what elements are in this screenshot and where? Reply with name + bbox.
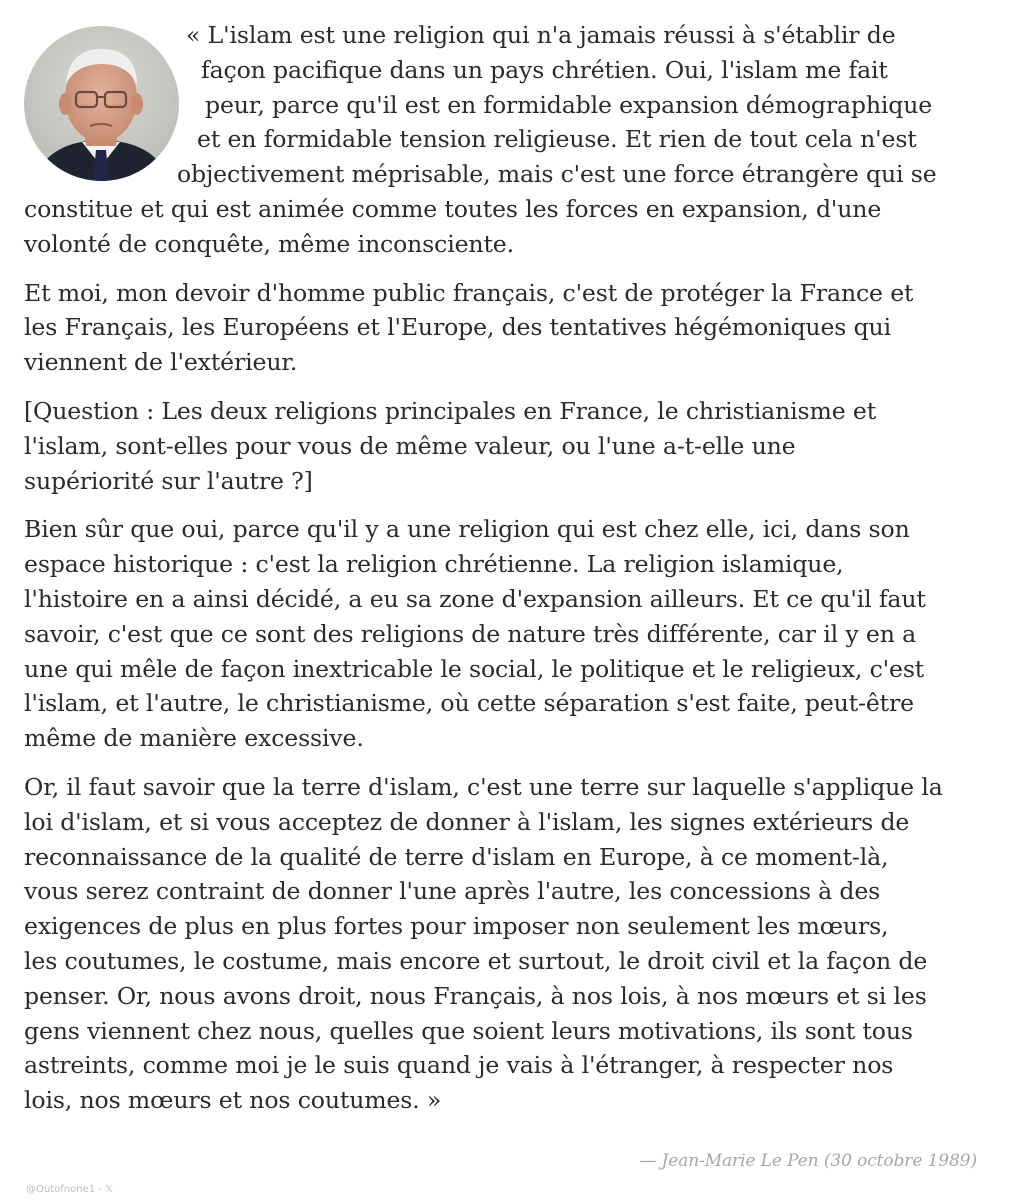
quote-line: même de manière excessive. <box>24 724 364 753</box>
quote-attribution: — Jean-Marie Le Pen (30 octobre 1989) <box>639 1151 977 1171</box>
question-line: l'islam, sont-elles pour vous de même valeur, ou l'une a-t-elle une <box>24 431 796 460</box>
quote-line: les Français, les Européens et l'Europe, des tentatives hégémoniques qui <box>24 313 891 342</box>
quote-line: espace historique : c'est la religion chrétienne. La religion islamique, <box>24 550 844 579</box>
quote-paragraph-4 <box>24 512 999 756</box>
quote-line: gens viennent chez nous, quelles que soient leurs motivations, ils sont tous <box>24 1016 913 1045</box>
quote-line: peur, parce qu'il est en formidable expansion démographique <box>205 90 933 119</box>
quote-line: exigences de plus en plus fortes pour imposer non seulement les mœurs, <box>24 912 889 941</box>
question-paragraph <box>24 394 999 498</box>
quote-line: penser. Or, nous avons droit, nous Français, à nos lois, à nos mœurs et si les <box>24 981 927 1010</box>
quote-line: objectivement méprisable, mais c'est une force étrangère qui se <box>177 160 937 189</box>
quote-line: vous serez contraint de donner l'une après l'autre, les concessions à des <box>24 877 881 906</box>
quote-line: « L'islam est une religion qui n'a jamais réussi à s'établir de <box>186 21 896 49</box>
quote-line: l'islam, et l'autre, le christianisme, où cette séparation s'est faite, peut-être <box>24 689 914 718</box>
quote-line: loi d'islam, et si vous acceptez de donner à l'islam, les signes extérieurs de <box>24 807 910 836</box>
quote-line: et en formidable tension religieuse. Et rien de tout cela n'est <box>197 125 917 154</box>
quote-line: Bien sûr que oui, parce qu'il y a une religion qui est chez elle, ici, dans son <box>24 515 910 544</box>
question-line: [Question : Les deux religions principales en France, le christianisme et <box>24 396 877 425</box>
quote-line: façon pacifique dans un pays chrétien. Oui, l'islam me fait <box>201 55 888 84</box>
watermark: @Outofnone1 - 𝕏 <box>26 1184 114 1195</box>
quote-line: astreints, comme moi je le suis quand je vais à l'étranger, à respecter nos <box>24 1051 894 1080</box>
quote-line: savoir, c'est que ce sont des religions de nature très différente, car il y en a <box>24 619 917 648</box>
quote-line: une qui mêle de façon inextricable le social, le politique et le religieux, c'est <box>24 654 925 683</box>
quote-paragraph-1 <box>24 18 999 262</box>
quote-line: l'histoire en a ainsi décidé, a eu sa zone d'expansion ailleurs. Et ce qu'il faut <box>24 584 926 613</box>
quote-paragraph-5 <box>24 770 999 1118</box>
quote-paragraph-2 <box>24 276 999 380</box>
quote-line: constitue et qui est animée comme toutes les forces en expansion, d'une <box>24 194 882 223</box>
quote-text <box>24 18 999 1132</box>
quote-line: Et moi, mon devoir d'homme public français, c'est de protéger la France et <box>24 278 914 307</box>
question-line: supériorité sur l'autre ?] <box>24 466 313 495</box>
quote-line: viennent de l'extérieur. <box>24 348 298 377</box>
quote-line: Or, il faut savoir que la terre d'islam, c'est une terre sur laquelle s'applique la <box>24 772 943 801</box>
quote-line: reconnaissance de la qualité de terre d'islam en Europe, à ce moment-là, <box>24 842 889 871</box>
quote-line: lois, nos mœurs et nos coutumes. » <box>24 1086 442 1115</box>
quote-line: les coutumes, le costume, mais encore et surtout, le droit civil et la façon de <box>24 946 928 975</box>
quote-line: volonté de conquête, même inconsciente. <box>24 229 514 258</box>
